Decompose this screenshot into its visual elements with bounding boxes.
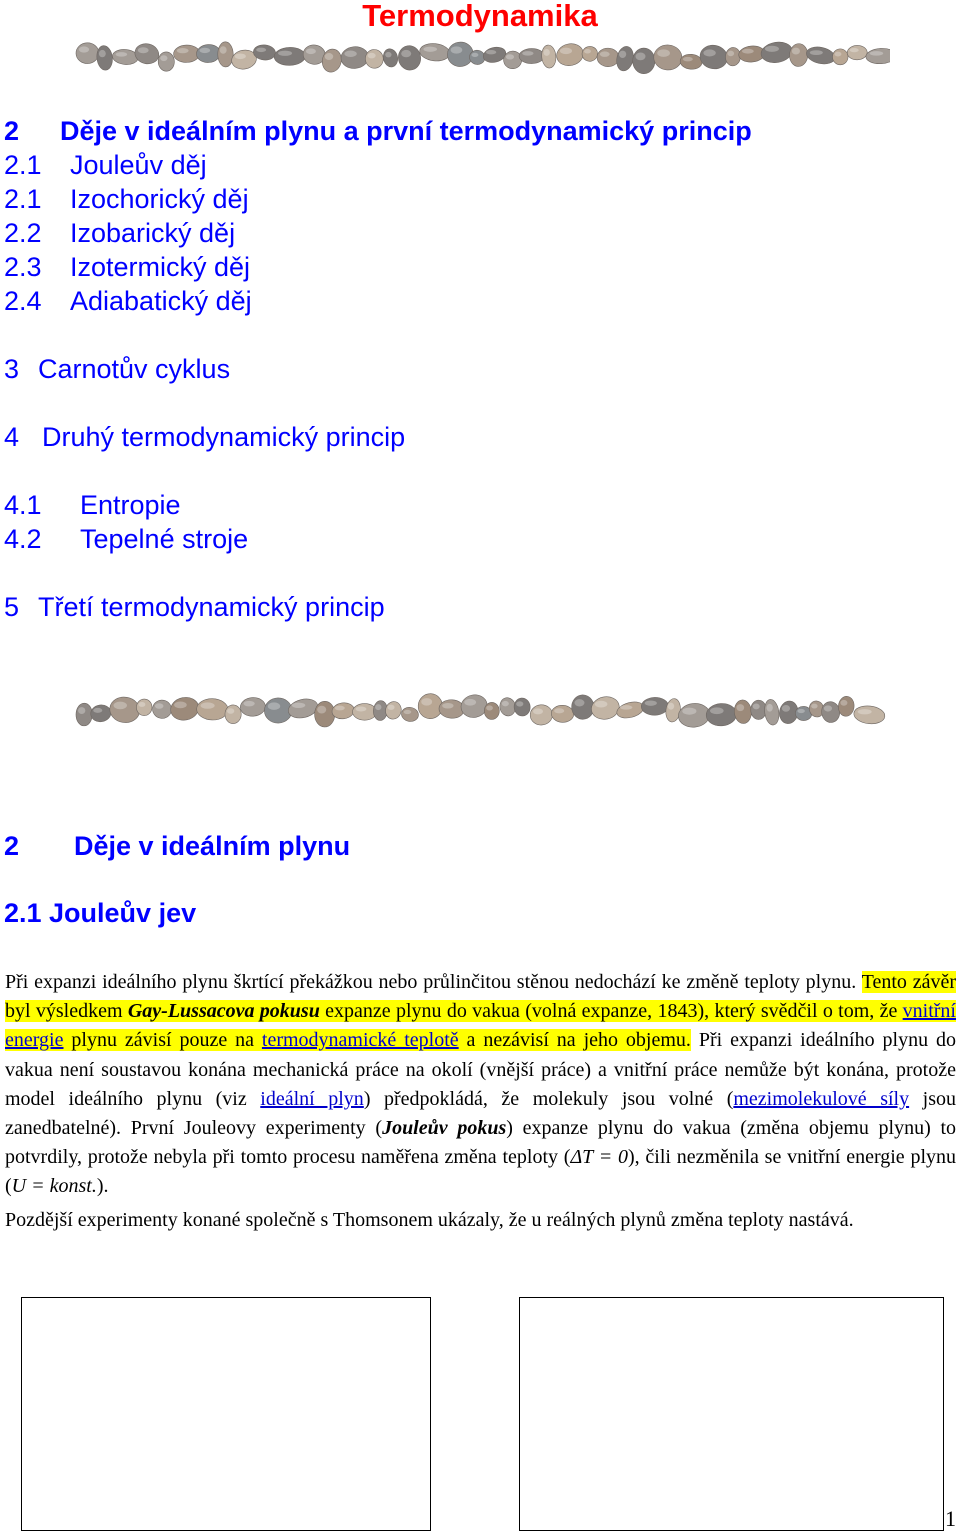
toc-item[interactable]: 2.1 Izochorický děj [4,184,249,214]
pebble-highlight [682,708,696,715]
pebble-highlight [870,51,884,56]
toc-item[interactable]: 2.2 Izobarický děj [4,218,236,248]
pebble-highlight [850,48,859,52]
pebble [158,52,175,72]
pebble [633,48,655,74]
pebble [133,41,161,66]
link-intermolecular-forces[interactable]: mezimolekulové síly [733,1087,910,1110]
pebble-highlight [858,709,872,714]
pebble [218,42,234,67]
pebble-highlight [486,50,496,54]
pebble [653,44,683,71]
pebble [541,44,557,68]
highlighted-text: Tento závěr byl výsledkem Gay-Lussacova pokusu expanze plynu do vakua (volná expanze, 1843), který svědčil o tom, že vnitřní energie plynu závisí pouze na termodynamické teplotě a nezávisí na jeho objemu. [5,971,956,1052]
pebble-highlight [502,701,509,706]
pebble [513,697,531,716]
stone-divider-top [70,36,890,78]
table-of-contents [4,114,752,624]
pebble [196,44,221,64]
pebble-highlight [268,702,280,710]
pebble-highlight [727,51,734,57]
pebble [641,697,669,716]
toc-item[interactable]: 4 Druhý termodynamický princip [4,422,406,452]
pebble-highlight [78,707,85,714]
pebble [680,53,703,70]
pebble-highlight [138,47,149,53]
pebble-highlight [113,702,126,710]
pebble-highlight [464,699,476,706]
pebble-highlight [317,706,326,714]
pebble [519,48,544,63]
pebble-highlight [668,703,674,710]
pebble [314,701,335,727]
pebble [847,45,867,60]
pebble [340,45,369,69]
pebble [760,40,794,65]
pebble-highlight [767,704,773,712]
pebble [196,698,228,720]
pebble-highlight [385,52,391,57]
pebble-highlight [93,708,102,713]
link-thermodynamic-temperature[interactable]: termodynamické teplotě [261,1029,459,1052]
pebble-highlight [423,47,437,52]
pebble-highlight [199,48,210,53]
toc-item[interactable]: 2.3 Izotermický děj [4,252,251,282]
pebble-highlight [356,706,367,711]
pebble [151,698,173,720]
pebble [96,45,114,71]
pebble [820,701,841,724]
pebble-highlight [138,702,145,707]
pebble-highlight [516,701,523,706]
pebble [571,694,594,719]
pebble-highlight [657,49,670,56]
pebble [382,47,400,68]
pebble [706,703,738,727]
page-number: 1 [945,1506,956,1531]
pebble [225,705,241,724]
pebble-highlight [451,46,463,53]
pebble-highlight [116,52,128,56]
pebble [589,694,621,722]
pebble-highlight [368,53,376,59]
pebble [832,48,848,65]
pebble [169,695,201,722]
pebble [614,45,635,73]
pebble [364,48,384,69]
pebble [484,702,499,719]
link-internal-energy[interactable]: vnitřní energie [5,1000,956,1052]
pebble-highlight [619,51,626,58]
pebble [763,699,780,726]
pebble-highlight [574,699,584,706]
pebble-highlight [840,700,847,706]
pebble-highlight [797,709,804,713]
pebble-highlight [736,704,744,711]
pebble [274,47,306,66]
pebble-highlight [811,704,817,709]
pebble-highlight [174,701,187,708]
equation-u-const: U = konst. [11,1175,97,1198]
pebble-highlight [533,708,543,714]
toc-item[interactable]: 2 Děje v ideálním plynu a první termodynamický princip [4,116,752,146]
pebble [384,700,403,721]
pebble-highlight [292,703,305,708]
pebble-highlight [79,46,89,52]
pebble [90,704,112,723]
pebble-highlight [471,53,478,57]
pebble [865,48,890,65]
pebble [173,45,200,63]
pebble [459,693,489,720]
pebble-highlight [600,51,610,57]
pebble [837,696,855,718]
toc-item[interactable]: 4.2 Tepelné stroje [4,524,249,554]
figure-frame-left [21,1297,431,1531]
pebble-highlight [177,48,189,53]
pebble [555,41,586,68]
pebble-highlight [278,51,292,56]
pebble [76,42,99,63]
pebble [529,704,553,726]
pebble-highlight [810,50,823,55]
pebble [112,48,139,65]
pebble [733,699,752,724]
pebble-highlight [256,48,266,53]
toc-item[interactable]: 3 Carnotův cyklus [4,354,231,384]
pebble [677,702,711,729]
pebble-highlight [325,53,333,60]
pebble [853,704,886,725]
pebble-highlight [220,46,227,54]
pebble-highlight [388,705,395,710]
pebble-highlight [824,705,832,711]
pebble-highlight [560,48,572,55]
toc-item[interactable]: 2.4 Adiabatický děj [4,286,252,316]
pebble-highlight [782,705,790,712]
pebble-highlight [683,57,693,61]
pebble-highlight [344,50,356,57]
pebble-highlight [201,702,215,708]
stone-divider-middle [70,690,890,732]
pebble-highlight [554,708,564,713]
pebble-highlight [335,706,345,711]
pebble [419,42,451,62]
pebble [789,43,808,67]
pebble [439,699,465,719]
pebble-highlight [155,703,164,708]
pebble-highlight [753,704,760,710]
pebble [551,705,574,723]
pebble [751,700,767,720]
pebble [240,697,266,717]
pebble-highlight [595,701,608,708]
section-heading: 2 Děje v ideálním plynu [4,831,351,861]
pebble [396,44,423,72]
pebble-highlight [243,701,254,707]
link-ideal-gas[interactable]: ideální plyn [260,1087,364,1110]
pebble-highlight [710,707,724,714]
pebble-highlight [235,53,246,59]
pebble [597,48,619,67]
pebble [400,706,419,723]
pebble-highlight [703,49,715,56]
pebble-highlight [645,700,657,705]
pebble-highlight [635,53,645,61]
toc-item[interactable]: 5 Třetí termodynamický princip [4,592,385,622]
pebble [805,45,837,67]
pebble-highlight [442,703,453,709]
pebble-highlight [421,698,432,705]
pebble [76,703,93,726]
pebble-highlight [792,48,800,55]
toc-item[interactable]: 2.1 Jouleův děj [4,150,207,180]
pebble [725,47,741,67]
pebble-highlight [506,54,514,59]
pebble-highlight [375,704,381,710]
document-title: Termodynamika [362,0,598,33]
pebble-highlight [522,51,533,56]
pebble-highlight [227,708,234,714]
pebble-highlight [765,46,779,52]
pebble-highlight [620,705,632,709]
pebble-highlight [584,49,591,53]
pebble [136,699,152,716]
pebble [580,45,599,63]
pebble-highlight [742,49,754,54]
pebble-highlight [306,48,316,54]
pebble-highlight [486,705,493,710]
pebble-highlight [834,52,841,57]
body-paragraph: Při expanzi ideálního plynu škrtící překážkou nebo průlinčitou stěnou nedochází ke změně teploty plynu. Tento závěr byl výsledkem Gay-Lussacova pokusu expanze plynu do vakua (volná expanze, 1843), který svědčil o tom, že vnitřní energie plynu závisí pouze na termodynamické teplotě a nezávisí na jeho objemu. Při expanzi ideálního plynu do vakua není soustavou konána mechanická práce na okolí (vnější práce) a vnitřní práce nemůže být konána, protože model ideálního plynu (viz ideální plyn) předpokládá, že molekuly jsou volné (mezimolekulové síly jsou zanedbatelné). První Jouleovy experimenty (Jouleův pokus) expanze plynu do vakua (změna objemu plynu) to potvrdily, protože nebyla při tomto procesu naměřena změna teploty (ΔT = 0), čili nezměnila se vnitřní energie plynu (U = konst.). Pozdější experimenty konané společně s Thomsonem ukázaly, že u reálných plynů změna teploty nastává. [5,971,957,1231]
pebble [615,699,646,720]
pebble-highlight [544,49,550,56]
pebble-highlight [160,55,167,61]
figure-frame-right [519,1297,944,1531]
pebble-highlight [99,50,106,57]
toc-item[interactable]: 4.1 Entropie [4,490,181,520]
pebble-highlight [401,50,411,57]
equation-delta-t: ΔT = 0 [570,1146,628,1169]
pebble [698,43,730,71]
pebble-highlight [404,710,412,714]
subsection-heading: 2.1 Jouleův jev [4,898,197,928]
